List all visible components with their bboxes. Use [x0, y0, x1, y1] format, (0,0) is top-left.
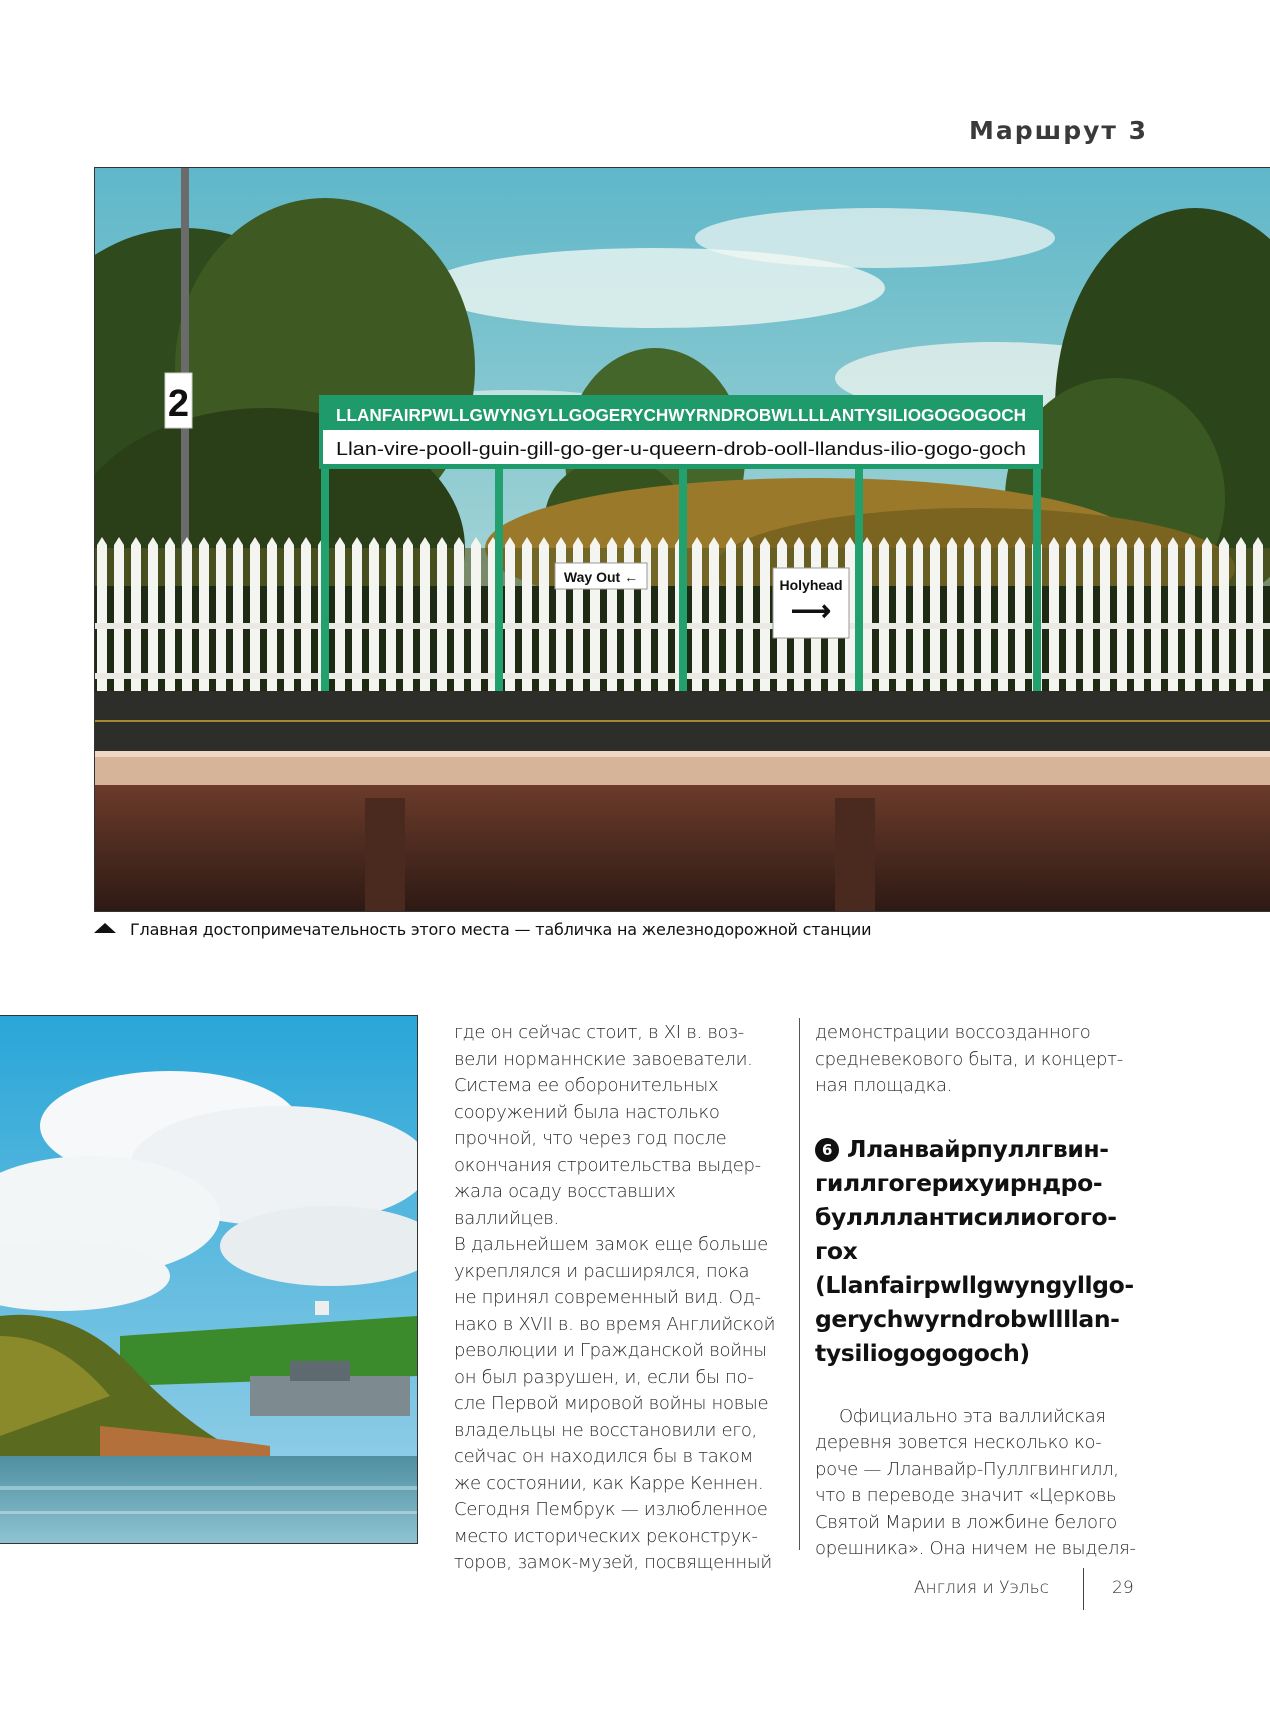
- fence-picket: [352, 537, 362, 695]
- caption-triangle-icon: [94, 923, 116, 933]
- fence-picket: [1253, 537, 1263, 695]
- platform-number: 2: [167, 383, 190, 425]
- body-paragraph-right-bottom: [815, 1404, 1145, 1563]
- fence-picket: [505, 537, 515, 695]
- text-line: что в переводе значит «Церковь: [815, 1485, 1117, 1506]
- body-paragraph-right-top: [815, 1020, 1145, 1100]
- footer-divider: [1083, 1568, 1084, 1610]
- station-sign-photo: [94, 167, 1270, 912]
- sign-welsh-name: LLANFAIRPWLLGWYNGYLLGOGERYCHWYRNDROBWLLLLANTYSILIOGOGOGOCH: [336, 405, 1026, 425]
- footer-section-title: Англия и Уэльс: [913, 1578, 1049, 1598]
- holyhead-arrow: ⟶: [790, 595, 832, 626]
- fence-picket: [556, 537, 566, 695]
- page-number: 29: [1112, 1578, 1134, 1598]
- fence-picket: [743, 537, 753, 695]
- fence-picket: [199, 537, 209, 695]
- fence-picket: [522, 537, 532, 695]
- fence-picket: [1202, 537, 1212, 695]
- fence-picket: [573, 537, 583, 695]
- text-line: вели норманнские завоеватели.: [454, 1048, 753, 1070]
- fence-picket: [913, 537, 923, 695]
- text-line: Святой Марии в ложбине белого: [815, 1511, 1117, 1533]
- fence-picket: [539, 537, 549, 695]
- fence-picket: [250, 537, 260, 695]
- text-line: сле Первой мировой войны новые: [454, 1393, 769, 1414]
- text-line: нако в XVII в. во время Английской: [454, 1313, 776, 1335]
- fence-picket: [896, 537, 906, 695]
- fence-picket: [760, 537, 770, 695]
- text-line: торов, замок-музей, посвященный: [454, 1552, 772, 1573]
- text-line: же состоянии, как Карре Кеннен.: [454, 1472, 764, 1494]
- fence-picket: [862, 537, 872, 695]
- fence-picket: [1066, 537, 1076, 695]
- fence-picket: [471, 537, 481, 695]
- text-line: В дальнейшем замок еще больше: [454, 1234, 768, 1255]
- text-line: сооружений была настолько: [454, 1101, 720, 1123]
- fence-picket: [131, 537, 141, 695]
- text-line: он был разрушен, и, если бы по-: [454, 1366, 754, 1388]
- fence-picket: [590, 537, 600, 695]
- heading-line: буллллантисилиогого-: [815, 1202, 1117, 1231]
- text-line: сейчас он находился бы в таком: [454, 1446, 753, 1467]
- heading-line: гиллгогерихуирндро-: [815, 1168, 1103, 1197]
- section-number-badge: 6: [815, 1138, 839, 1162]
- text-line: жала осаду восставших валлийцев.: [454, 1181, 676, 1229]
- fence-picket: [1100, 537, 1110, 695]
- route-header: Маршрут 3: [969, 116, 1148, 145]
- photo-caption: [94, 920, 871, 939]
- fence-picket: [267, 537, 277, 695]
- fence-picket: [403, 537, 413, 695]
- fence-picket: [301, 537, 311, 695]
- text-line: окончания строительства выдер-: [454, 1154, 761, 1176]
- heading-line: гох: [815, 1236, 858, 1265]
- heading-line: tysiliogogogoch): [815, 1338, 1030, 1367]
- fence-picket: [964, 537, 974, 695]
- fence-picket: [420, 537, 430, 695]
- fence-picket: [1049, 537, 1059, 695]
- fence-picket: [1236, 537, 1246, 695]
- text-line: Сегодня Пембрук — излюбленное: [454, 1499, 768, 1520]
- text-line: орешника». Она ничем не выделя-: [815, 1538, 1136, 1559]
- fence-picket: [165, 537, 175, 695]
- fence-picket: [879, 537, 889, 695]
- fence-picket: [1219, 537, 1229, 695]
- fence-picket: [437, 537, 447, 695]
- river-landscape-photo: [0, 1015, 418, 1544]
- text-column-right: [815, 1020, 1145, 1563]
- sign-pronunciation: Llan-vire-pooll-guin-gill-go-ger-u-queern-drob-ooll-llandus-ilio-gogo-goch: [336, 439, 1026, 459]
- text-line: укреплялся и расширялся, пока: [454, 1260, 750, 1282]
- fence-picket: [369, 537, 379, 695]
- fence-picket: [1083, 537, 1093, 695]
- fence-picket: [233, 537, 243, 695]
- text-line: место исторических реконструк-: [454, 1525, 758, 1547]
- fence-picket: [641, 537, 651, 695]
- fence-picket: [114, 537, 124, 695]
- fence-picket: [930, 537, 940, 695]
- text-line: владельцы не восстановили его,: [454, 1419, 757, 1441]
- fence-picket: [1168, 537, 1178, 695]
- column-divider: [799, 1018, 800, 1550]
- heading-line: gerychwyrndrobwllllan-: [815, 1304, 1120, 1333]
- fence-picket: [1015, 537, 1025, 695]
- fence-picket: [624, 537, 634, 695]
- fence-picket: [97, 537, 107, 695]
- fence-picket: [726, 537, 736, 695]
- text-line: Система ее оборонительных: [454, 1075, 719, 1096]
- text-line: где он сейчас стоит, в XI в. воз-: [454, 1022, 744, 1043]
- heading-line: Лланвайрпуллгвин-: [847, 1134, 1109, 1163]
- caption-text: Главная достопримечательность этого места — табличка на железнодорожной станции: [130, 920, 872, 939]
- text-line: Официально эта валлийская: [839, 1405, 1106, 1427]
- fence-picket: [692, 537, 702, 695]
- fence-picket: [284, 537, 294, 695]
- text-line: не принял современный вид. Од-: [454, 1287, 761, 1308]
- fence-picket: [658, 537, 668, 695]
- fence-picket: [1151, 537, 1161, 695]
- fence-picket: [981, 537, 991, 695]
- fence-picket: [1117, 537, 1127, 695]
- fence-picket: [709, 537, 719, 695]
- text-line: демонстрации воссозданного: [815, 1022, 1091, 1043]
- fence-picket: [216, 537, 226, 695]
- fence-picket: [1134, 537, 1144, 695]
- fence-picket: [386, 537, 396, 695]
- text-line: революции и Гражданской войны: [454, 1340, 767, 1361]
- fence-picket: [182, 537, 192, 695]
- fence-picket: [998, 537, 1008, 695]
- fence-picket: [607, 537, 617, 695]
- fence-picket: [335, 537, 345, 695]
- fence-picket: [1185, 537, 1195, 695]
- section-heading: [815, 1132, 1145, 1370]
- heading-line: (Llanfairpwllgwyngyllgo-: [815, 1270, 1134, 1299]
- fence-picket: [947, 537, 957, 695]
- fence-picket: [454, 537, 464, 695]
- text-line: роче — Лланвайр-Пуллгвингилл,: [815, 1458, 1119, 1480]
- body-paragraph-middle: [454, 1020, 784, 1577]
- text-line: ная площадка.: [815, 1075, 953, 1096]
- text-line: средневекового быта, и концерт-: [815, 1048, 1123, 1070]
- text-column-middle: [454, 1020, 784, 1577]
- fence-picket: [148, 537, 158, 695]
- way-out-sign: Way Out ←: [563, 569, 639, 585]
- text-line: деревня зовется несколько ко-: [815, 1432, 1102, 1453]
- holyhead-sign: Holyhead: [779, 577, 843, 593]
- text-line: прочной, что через год после: [454, 1128, 727, 1149]
